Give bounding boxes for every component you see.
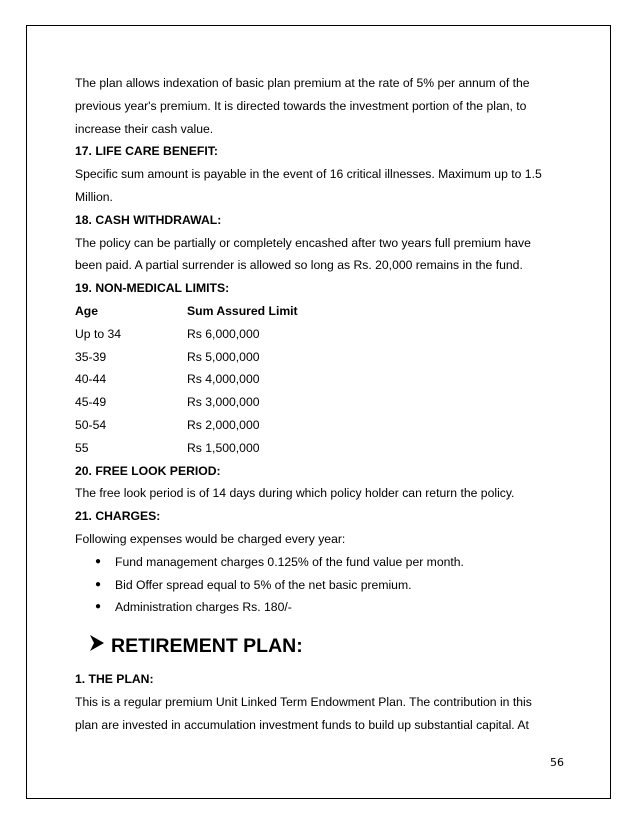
list-item: [95, 596, 565, 619]
limits-col-age: Age: [75, 303, 99, 318]
arrow-bullet-icon: [89, 633, 105, 659]
charges-list: [75, 551, 565, 619]
section-21-intro: Following expenses would be charged every year:: [75, 531, 346, 546]
limits-age: 35-39: [75, 349, 107, 364]
charge-text: Fund management charges 0.125% of the fund value per month.: [115, 554, 464, 569]
list-item: [95, 574, 565, 597]
limits-age: 50-54: [75, 417, 107, 432]
list-item: [95, 551, 565, 574]
section-20-heading: 20. FREE LOOK PERIOD:: [75, 463, 221, 478]
limits-sum: Rs 1,500,000: [187, 440, 260, 455]
limits-age: 55: [75, 440, 89, 455]
bullet-icon: ●: [95, 601, 102, 613]
section-17-heading: 17. LIFE CARE BENEFIT:: [75, 144, 218, 159]
section-17-line: Specific sum amount is payable in the event of 16 critical illnesses. Maximum up to 1.5: [75, 167, 542, 182]
limits-row: [75, 323, 565, 346]
section-18-line: The policy can be partially or completely encashed after two years full premium have: [75, 235, 531, 250]
limits-age: Up to 34: [75, 326, 122, 341]
limits-sum: Rs 6,000,000: [187, 326, 260, 341]
page-number: 56: [550, 756, 564, 769]
limits-row: [75, 346, 565, 369]
the-plan-line: This is a regular premium Unit Linked Term Endowment Plan. The contribution in this: [75, 694, 532, 709]
bullet-icon: ●: [95, 555, 102, 567]
limits-header-row: [75, 300, 565, 323]
section-19-heading: 19. NON-MEDICAL LIMITS:: [75, 281, 230, 296]
bullet-icon: ●: [95, 578, 102, 590]
limits-row: [75, 437, 565, 460]
section-21-heading: 21. CHARGES:: [75, 509, 161, 524]
charge-text: Bid Offer spread equal to 5% of the net basic premium.: [115, 577, 412, 592]
limits-sum: Rs 3,000,000: [187, 395, 260, 410]
the-plan-heading: 1. THE PLAN:: [75, 672, 154, 687]
section-20-text: The free look period is of 14 days during which policy holder can return the policy.: [75, 486, 515, 501]
limits-age: 45-49: [75, 395, 107, 410]
limits-col-sum: Sum Assured Limit: [187, 303, 298, 318]
section-18-line: been paid. A partial surrender is allowed so long as Rs. 20,000 remains in the fund.: [75, 258, 523, 273]
the-plan-line: plan are invested in accumulation investment funds to build up substantial capital. At: [75, 717, 529, 732]
limits-row: [75, 368, 565, 391]
section-17-line: Million.: [75, 189, 113, 204]
limits-sum: Rs 4,000,000: [187, 372, 260, 387]
intro-line: increase their cash value.: [75, 121, 214, 136]
charge-text: Administration charges Rs. 180/-: [115, 600, 292, 615]
limits-row: [75, 414, 565, 437]
limits-age: 40-44: [75, 372, 107, 387]
intro-line: previous year's premium. It is directed towards the investment portion of the plan, to: [75, 98, 527, 113]
limits-row: [75, 391, 565, 414]
limits-sum: Rs 5,000,000: [187, 349, 260, 364]
section-18-heading: 18. CASH WITHDRAWAL:: [75, 212, 222, 227]
limits-sum: Rs 2,000,000: [187, 417, 260, 432]
retirement-plan-title-text: RETIREMENT PLAN:: [111, 635, 303, 658]
retirement-plan-title: [75, 633, 565, 659]
document-body: [75, 72, 565, 737]
intro-line: The plan allows indexation of basic plan premium at the rate of 5% per annum of the: [75, 76, 530, 90]
